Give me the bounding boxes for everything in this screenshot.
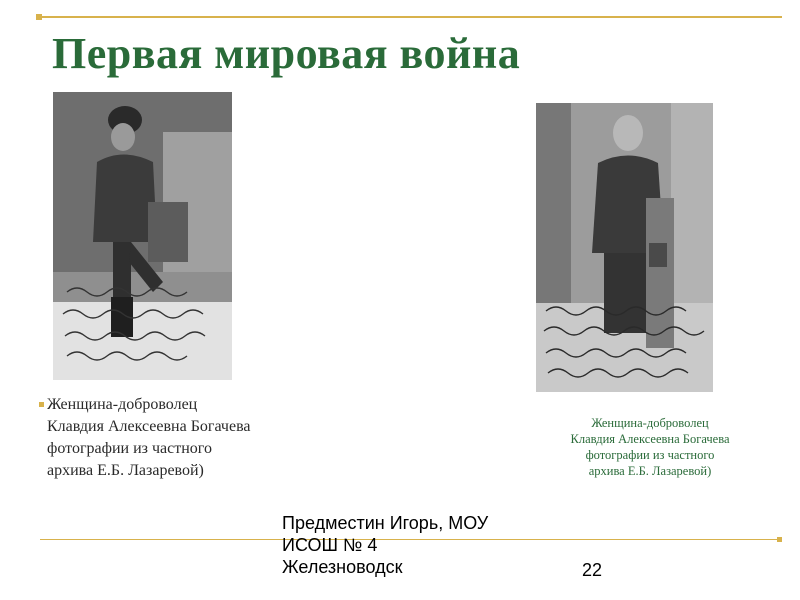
author-line: Железноводск xyxy=(282,557,403,577)
slide-title: Первая мировая война xyxy=(52,29,521,78)
author-credit xyxy=(282,512,488,578)
caption-line: Клавдия Алексеевна Богачева xyxy=(570,432,730,446)
caption-line: архива Е.Б. Лазаревой) xyxy=(588,464,712,478)
bullet-marker xyxy=(39,402,44,407)
caption-line: Клавдия Алексеевна Богачева xyxy=(47,418,251,435)
caption-line: фотографии из частного xyxy=(47,440,212,457)
caption-line: архива Е.Б. Лазаревой) xyxy=(47,462,204,479)
right-photo-caption xyxy=(530,415,770,479)
caption-line: Женщина-доброволец xyxy=(591,416,709,430)
author-line: ИСОШ № 4 xyxy=(282,535,378,555)
right-historical-photo xyxy=(536,103,713,392)
top-divider xyxy=(36,16,782,18)
caption-line: Женщина-доброволец xyxy=(47,396,198,413)
left-photo-caption xyxy=(47,394,317,482)
author-line: Предместин Игорь, МОУ xyxy=(282,513,489,533)
slide-number: 22 xyxy=(582,560,603,580)
left-historical-photo xyxy=(53,92,232,380)
caption-line: фотографии из частного xyxy=(585,448,715,462)
